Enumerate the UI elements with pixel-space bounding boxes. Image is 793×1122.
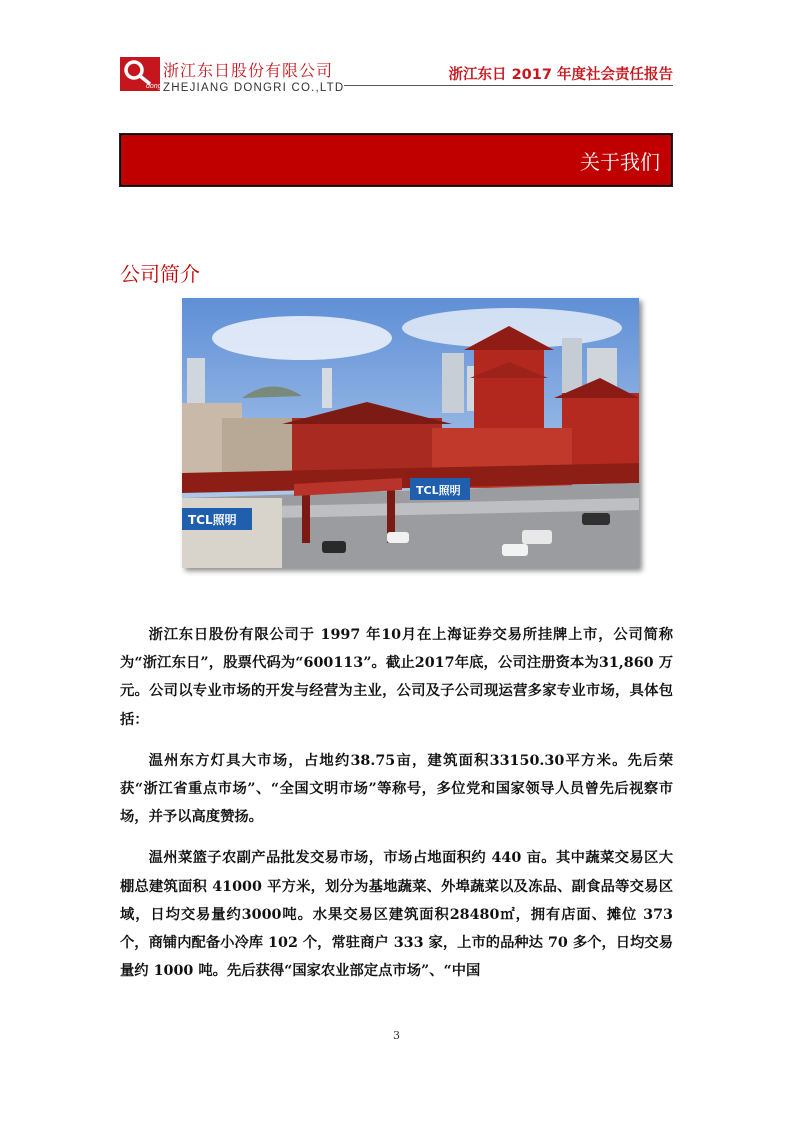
section-banner-title: 关于我们 — [580, 150, 660, 174]
company-name-cn: 浙江东日股份有限公司 — [163, 61, 334, 80]
report-title: 浙江东日 2017 年度社会责任报告 — [448, 67, 673, 83]
paragraph-company-intro: 浙江东日股份有限公司于 1997 年10月在上海证券交易所挂牌上市，公司简称为“浙江东日”，股票代码为“600113”。截止2017年底，公司注册资本为31,860 万元。公司以专业市场的开发与经营为主业，公司及子公司现运营多家专业市场，具体包括： — [120, 627, 673, 728]
market-photo — [182, 298, 639, 568]
photo-sign-text: TCL照明 — [188, 513, 237, 527]
company-logo — [120, 57, 160, 91]
photo-sign-text: TCL照明 — [416, 484, 461, 497]
header-divider — [344, 85, 673, 86]
paragraph-lighting-market: 温州东方灯具大市场，占地约38.75亩，建筑面积33150.30平方米。先后荣获“浙江省重点市场”、“全国文明市场”等称号，多位党和国家领导人员曾先后视察市场，并予以高度赞扬。 — [120, 752, 673, 826]
paragraph-vegetable-market: 温州菜篮子农副产品批发交易市场，市场占地面积约 440 亩。其中蔬菜交易区大棚总建筑面积 41000 平方米，划分为基地蔬菜、外埠蔬菜以及冻品、副食品等交易区域，日均交易量约3000吨。水果交易区建筑面积28480㎡，拥有店面、摊位 373 个，商铺内配备小冷库 102 个，常驻商户 333 家，上市的品种达 70 多个，日均交易量约 1000 吨。先后获得“国家农业部定点市场”、“中国 — [120, 850, 673, 980]
page-number: 3 — [393, 1029, 400, 1042]
section-banner — [119, 133, 673, 187]
company-name-en: ZHEJIANG DONGRI CO.,LTD — [163, 82, 345, 94]
logo-mark-text: dong — [146, 83, 162, 90]
body-text — [120, 621, 673, 998]
section-subheading: 公司简介 — [120, 262, 200, 286]
